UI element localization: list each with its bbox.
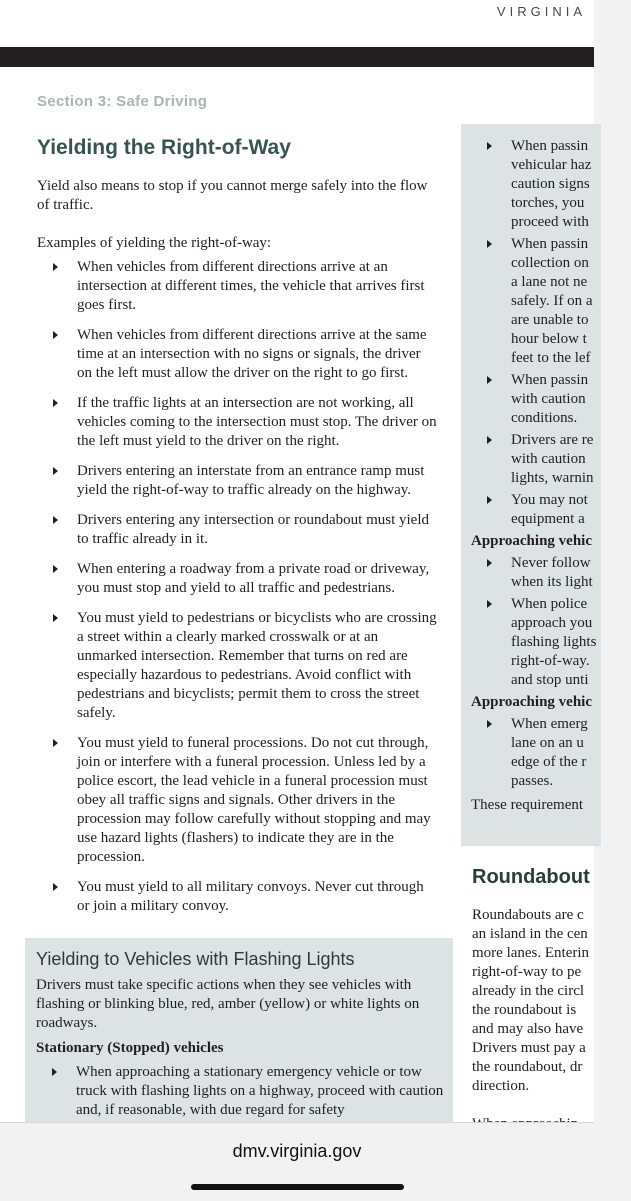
list-item: You must yield to pedestrians or bicyclists who are crossing a street within a clearly marked crosswalk or at an unmarked intersection. Remember that turns on red are especially hazardous to pedestrians. Avoid conflict with pedestrians and bicyclists; permit them to cross the street safely.	[37, 609, 437, 723]
right-subheading-1: Approaching vehic	[471, 533, 592, 549]
bullet-arrow-icon	[487, 240, 492, 248]
examples-label: Examples of yielding the right-of-way:	[37, 235, 272, 251]
list-item: When police approach you flashing lights right-of-way. and stop unti	[471, 595, 631, 690]
right-subheading-2: Approaching vehic	[471, 694, 592, 710]
state-label: VIRGINIA	[496, 4, 586, 19]
right-column-box	[461, 124, 601, 846]
flashing-lights-intro: Drivers must take specific actions when they see vehicles with flashing or blinking blue, red, amber (yellow) or white lights on roadways.	[36, 977, 420, 1031]
list-item: Drivers entering an interstate from an entrance ramp must yield the right-of-way to traffic already on the highway.	[37, 462, 437, 500]
list-item: When vehicles from different directions arrive at the same time at an intersection with no signs or signals, the driver on the left must allow the driver on the right to go first.	[37, 326, 437, 383]
stationary-list	[36, 1063, 448, 1120]
bullet-arrow-icon	[487, 720, 492, 728]
left-column	[37, 177, 437, 927]
list-item: Drivers entering any intersection or roundabout must yield to traffic already in it.	[37, 511, 437, 549]
bullet-arrow-icon	[53, 263, 58, 271]
section-label: Section 3: Safe Driving	[37, 93, 208, 110]
list-item: Never follow when its light	[471, 554, 631, 592]
flashing-lights-box	[25, 938, 453, 1138]
list-item: When passin vehicular haz caution signs torches, you proceed with	[471, 137, 631, 232]
bullet-arrow-icon	[52, 1068, 57, 1076]
roundabout-heading: Roundabout	[472, 866, 590, 888]
list-item: Drivers are re with caution lights, warnin	[471, 431, 631, 488]
bullet-arrow-icon	[487, 436, 492, 444]
list-item: You must yield to funeral processions. Do not cut through, join or interfere with a funeral procession. Unless led by a police escort, the lead vehicle in a funeral procession must obey all traffic signs and signals. Other drivers in the procession may follow carefully without stopping and may use hazard lights (flashers) to indicate they are in the procession.	[37, 734, 437, 867]
bullet-arrow-icon	[487, 559, 492, 567]
list-item: You may not equipment a	[471, 491, 631, 529]
bullet-arrow-icon	[487, 496, 492, 504]
page-title: Yielding the Right-of-Way	[37, 136, 291, 159]
stationary-subheading: Stationary (Stopped) vehicles	[36, 1040, 224, 1056]
bullet-arrow-icon	[53, 516, 58, 524]
right-tail-text: These requirement	[471, 797, 584, 813]
page-header	[0, 0, 594, 48]
url-bar[interactable]: dmv.virginia.gov	[232, 1141, 362, 1161]
examples-list	[37, 258, 437, 916]
right-list-2	[471, 554, 631, 690]
right-list-3	[471, 715, 631, 791]
right-column-content	[471, 137, 631, 815]
roundabout-column	[472, 906, 612, 1134]
bullet-arrow-icon	[53, 883, 58, 891]
right-list-1	[471, 137, 631, 529]
flashing-lights-title: Yielding to Vehicles with Flashing Lights	[36, 949, 355, 969]
list-item: You must yield to all military convoys. Never cut through or join a military convoy.	[37, 878, 437, 916]
intro-paragraph: Yield also means to stop if you cannot merge safely into the flow of traffic.	[37, 178, 428, 213]
bullet-arrow-icon	[53, 614, 58, 622]
header-bar	[0, 47, 594, 67]
bullet-arrow-icon	[53, 331, 58, 339]
list-item: When entering a roadway from a private road or driveway, you must stop and yield to all traffic and pedestrians.	[37, 560, 437, 598]
list-item: When approaching a stationary emergency vehicle or tow truck with flashing lights on a highway, proceed with caution and, if reasonable, with due regard for safety	[36, 1063, 448, 1120]
list-item: When passin with caution conditions.	[471, 371, 631, 428]
bullet-arrow-icon	[53, 399, 58, 407]
list-item: If the traffic lights at an intersection are not working, all vehicles coming to the intersection must stop. The driver on the left must yield to the driver on the right.	[37, 394, 437, 451]
bullet-arrow-icon	[487, 600, 492, 608]
home-indicator[interactable]	[191, 1184, 404, 1190]
bullet-arrow-icon	[53, 467, 58, 475]
list-item: When emerg lane on an u edge of the r passes.	[471, 715, 631, 791]
bullet-arrow-icon	[53, 565, 58, 573]
roundabout-paragraph: Roundabouts are c an island in the cen more lanes. Enterin right-of-way to pe already in the circl the roundabout is and may also have Drivers must pay a the roundabout, dr direction.	[472, 907, 590, 1094]
list-item: When passin collection on a lane not ne safely. If on a are unable to hour below t feet to the lef	[471, 235, 631, 368]
bullet-arrow-icon	[53, 739, 58, 747]
bullet-arrow-icon	[487, 376, 492, 384]
flashing-lights-body	[36, 976, 448, 1131]
list-item: When vehicles from different directions arrive at an intersection at different times, the vehicle that arrives first goes first.	[37, 258, 437, 315]
browser-bottom-bar	[0, 1122, 594, 1201]
bullet-arrow-icon	[487, 142, 492, 150]
